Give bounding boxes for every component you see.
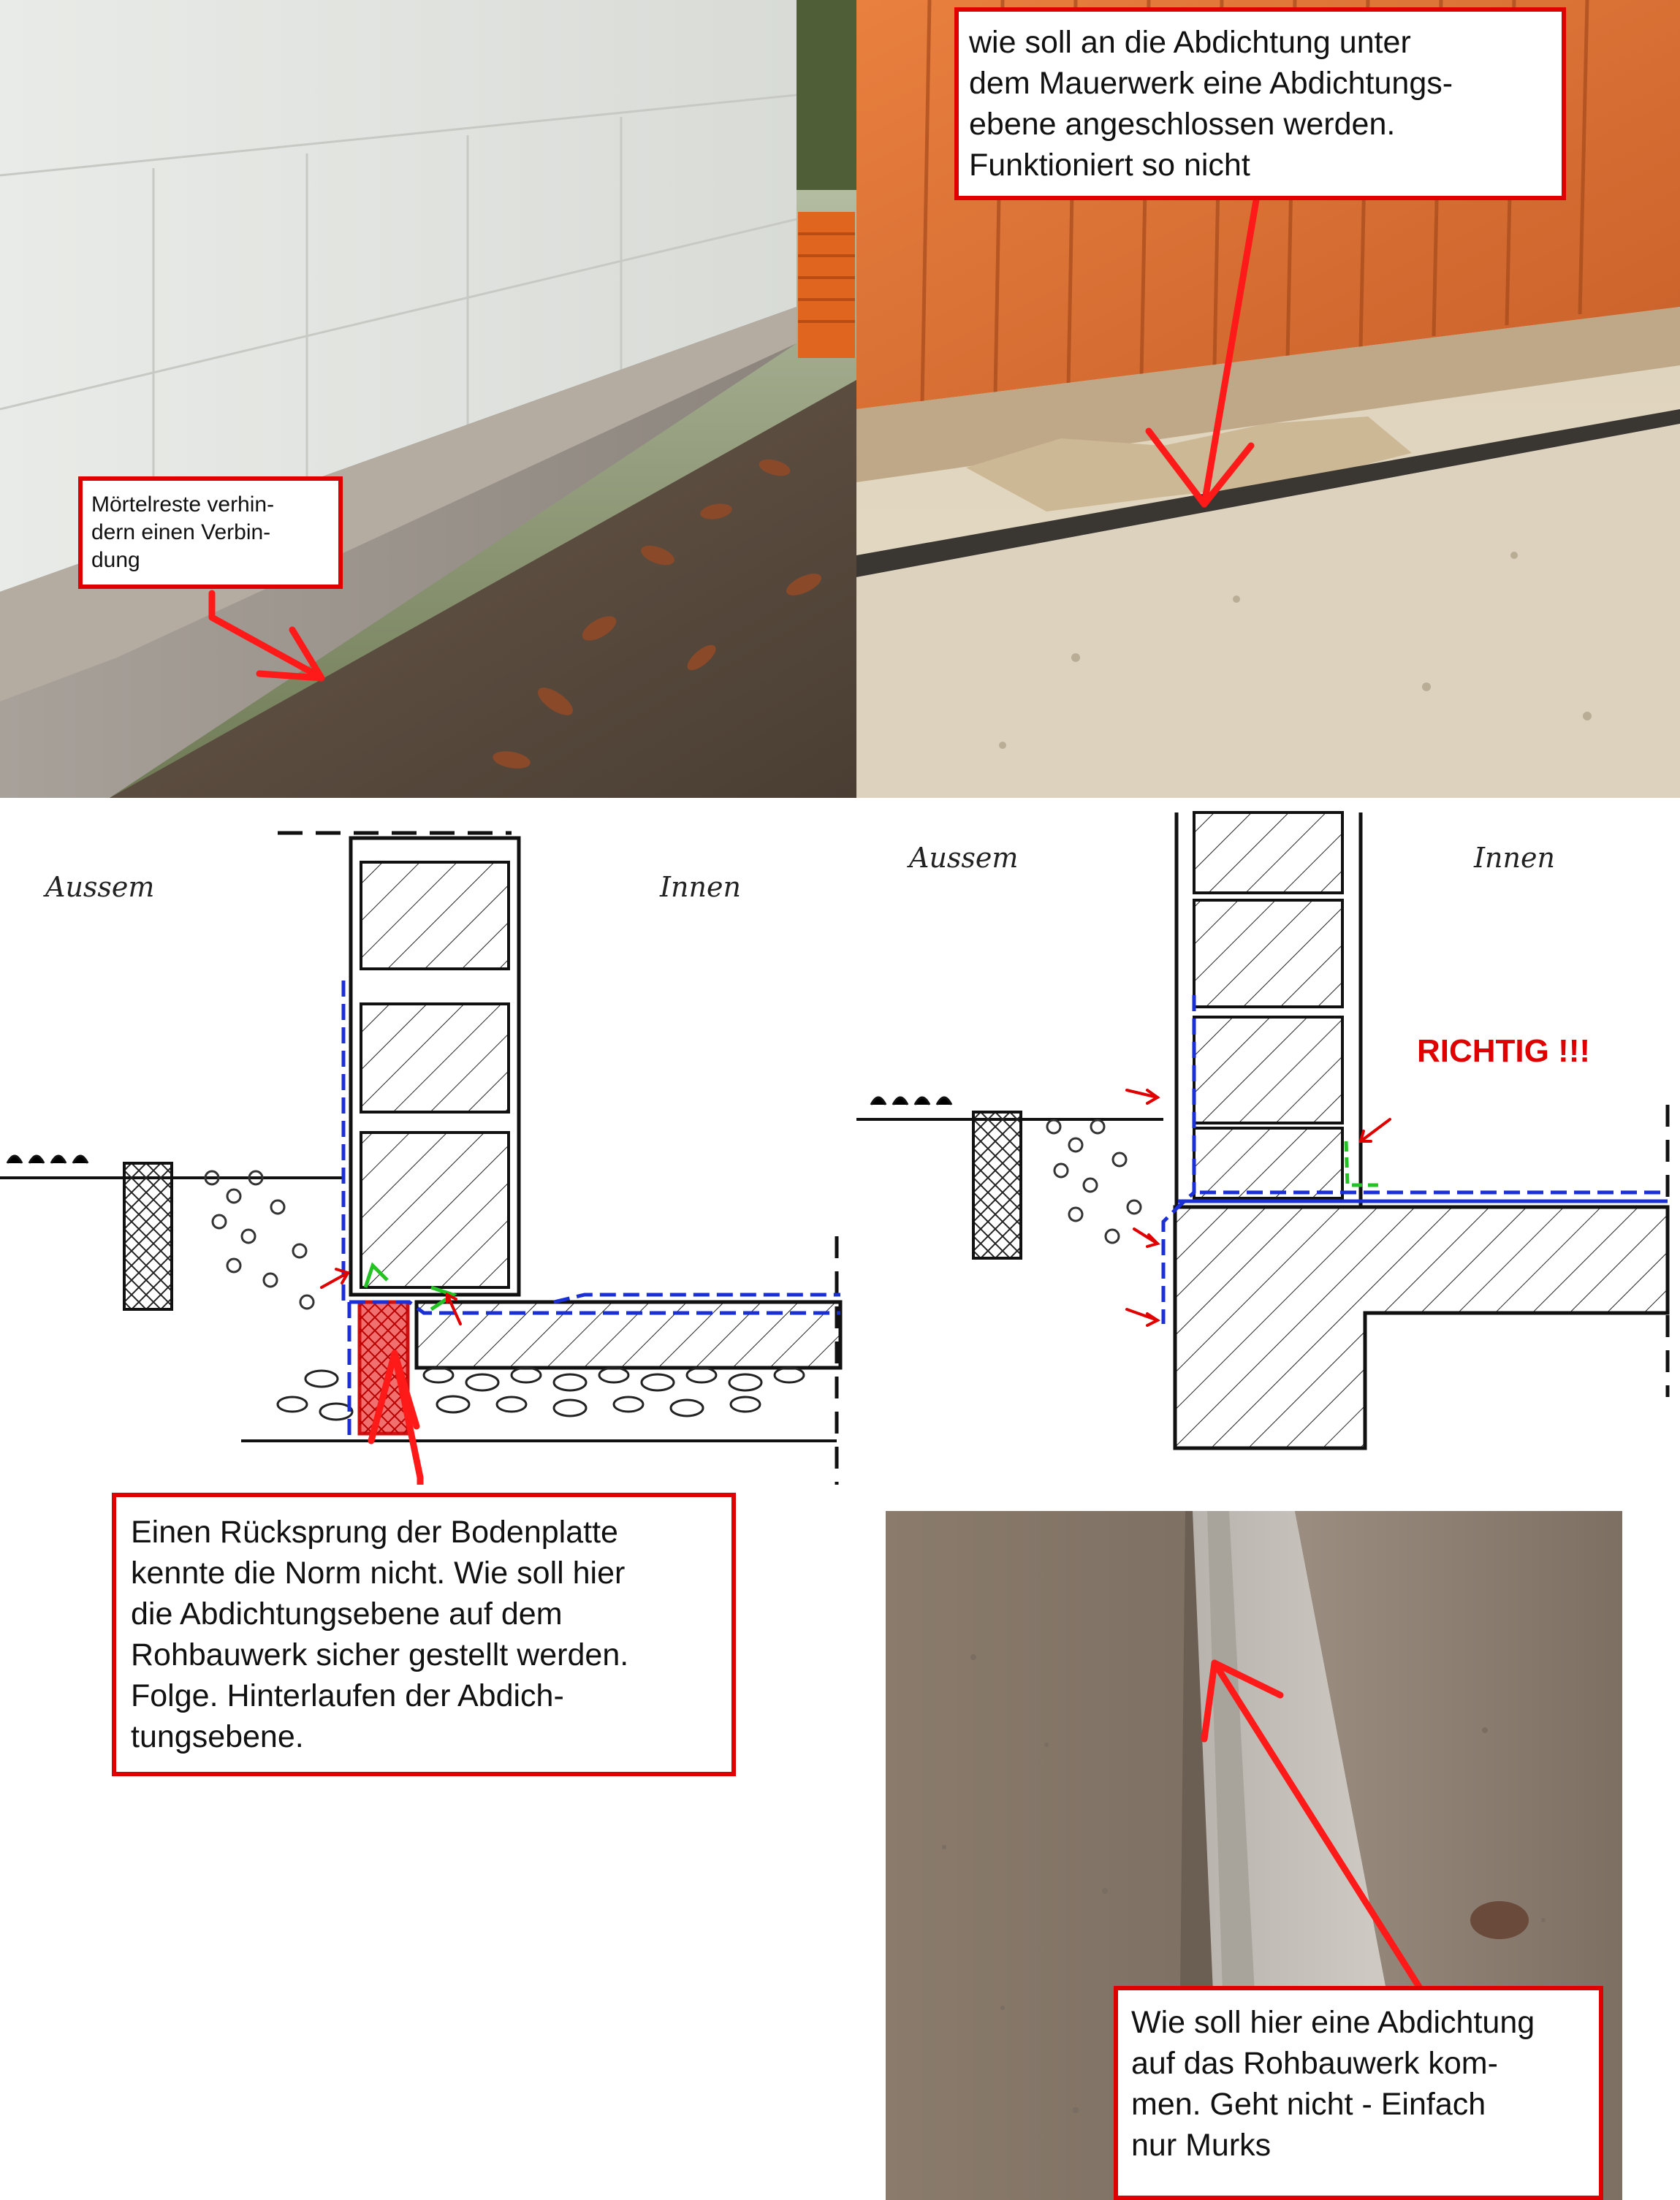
callout-line: wie soll an die Abdichtung unter — [969, 25, 1411, 60]
drawing-correct-detail — [856, 798, 1680, 1485]
callout-recessed-slab — [112, 1493, 736, 1776]
verdict-correct: RICHTIG !!! — [1417, 1033, 1591, 1069]
drawing-recessed-slab — [0, 798, 856, 1485]
callout-line: dung — [91, 548, 140, 572]
callout-line: tungsebene. — [131, 1719, 304, 1754]
callout-membrane-connection — [954, 7, 1566, 200]
callout-line: Einen Rücksprung der Bodenplatte — [131, 1515, 618, 1550]
callout-line: Wie soll hier eine Abdichtung — [1131, 2005, 1535, 2040]
photo-wall-base — [0, 0, 856, 798]
callout-line: dern einen Verbin- — [91, 520, 271, 544]
callout-line: dem Mauerwerk eine Abdichtungs- — [969, 66, 1453, 101]
callout-line: auf das Rohbauwerk kom- — [1131, 2046, 1498, 2081]
callout-line: ebene angeschlossen werden. — [969, 107, 1396, 142]
callout-line: Funktioniert so nicht — [969, 148, 1250, 183]
callout-line: men. Geht nicht - Einfach — [1131, 2087, 1486, 2122]
callout-no-membrane — [1114, 1986, 1603, 2200]
label-outside: Aussem — [45, 871, 155, 903]
label-inside: Innen — [1474, 842, 1555, 874]
callout-line: Folge. Hinterlaufen der Abdich- — [131, 1678, 564, 1713]
label-inside: Innen — [660, 871, 741, 903]
callout-line: kennte die Norm nicht. Wie soll hier — [131, 1556, 626, 1591]
wall-base-photo-illustration — [0, 0, 856, 798]
section-drawing-correct — [856, 798, 1680, 1485]
callout-line: nur Murks — [1131, 2128, 1272, 2163]
callout-mortar-residue — [78, 476, 343, 589]
callout-line: Mörtelreste verhin- — [91, 492, 275, 517]
callout-line: die Abdichtungsebene auf dem — [131, 1596, 563, 1632]
callout-line: Rohbauwerk sicher gestellt werden. — [131, 1637, 629, 1672]
label-outside: Aussem — [909, 842, 1019, 874]
